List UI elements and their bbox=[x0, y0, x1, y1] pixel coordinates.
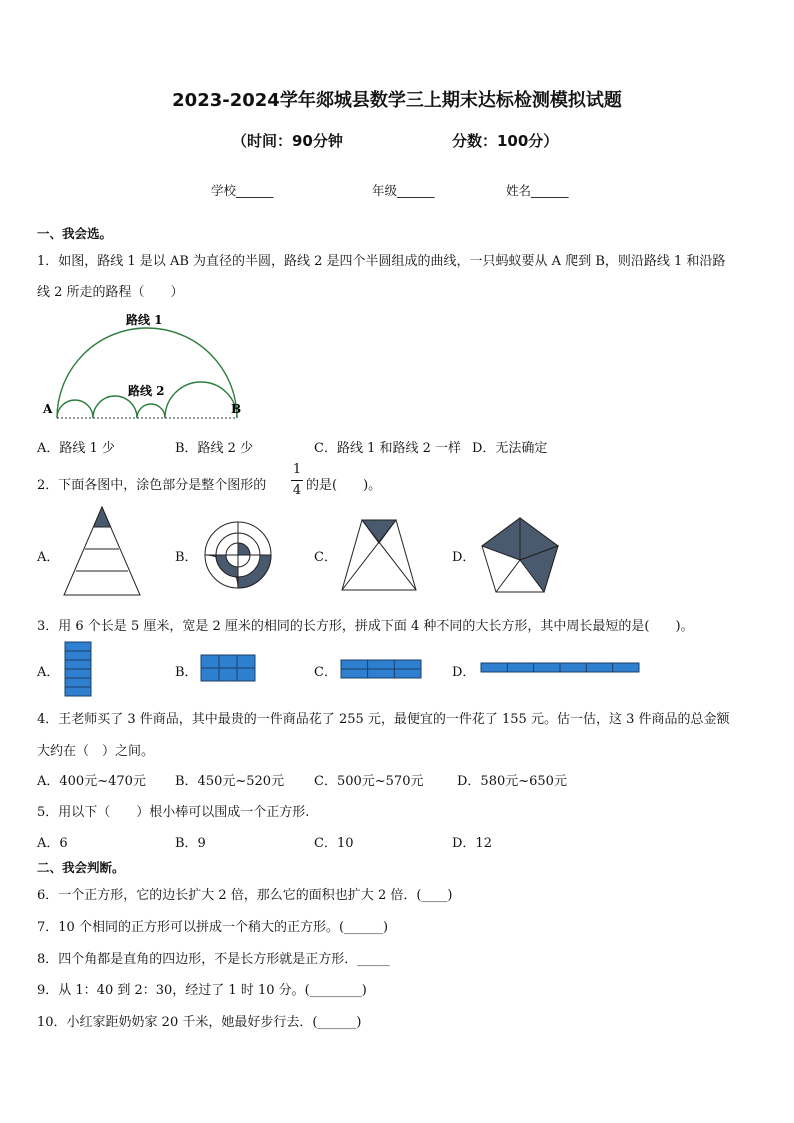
q1-option-a[interactable]: A．路线 1 少 bbox=[37, 441, 115, 456]
q2-text-after: 的是( )。 bbox=[306, 478, 382, 493]
q5-option-a[interactable]: A．6 bbox=[37, 836, 68, 851]
exam-time: （时间：90分钟 bbox=[232, 132, 343, 150]
q5-option-c[interactable]: C．10 bbox=[314, 836, 354, 851]
q3-rect-option-b bbox=[200, 654, 256, 682]
q3-label-b[interactable]: B． bbox=[175, 665, 198, 680]
q2-fraction-numerator: 1 bbox=[292, 462, 302, 477]
q3-rect-option-c bbox=[340, 659, 422, 679]
q2-trapezoid-figure bbox=[340, 518, 418, 592]
q4-option-b[interactable]: B．450元~520元 bbox=[175, 774, 285, 789]
q1-option-c[interactable]: C．路线 1 和路线 2 一样 bbox=[314, 441, 462, 456]
route1-label: 路线 1 bbox=[126, 313, 163, 327]
name-field: 姓名______ bbox=[506, 183, 569, 198]
q1-text-line1: 1．如图，路线 1 是以 AB 为直径的半圆，路线 2 是四个半圆组成的曲线，一只蚂蚁要从 A 爬到 B，则沿路线 1 和沿路 bbox=[37, 254, 726, 269]
q2-concentric-circles-figure bbox=[203, 520, 273, 590]
q1-option-d[interactable]: D．无法确定 bbox=[472, 441, 548, 456]
q4-option-d[interactable]: D．580元~650元 bbox=[457, 774, 567, 789]
q5-option-d[interactable]: D．12 bbox=[452, 836, 492, 851]
q10-text: 10．小红家距奶奶家 20 千米，她最好步行去．(______) bbox=[37, 1015, 362, 1030]
q4-option-c[interactable]: C．500元~570元 bbox=[314, 774, 424, 789]
q6-text: 6．一个正方形，它的边长扩大 2 倍，那么它的面积也扩大 2 倍．(____) bbox=[37, 888, 453, 903]
q3-text: 3．用 6 个长是 5 厘米，宽是 2 厘米的相同的长方形，拼成下面 4 种不同的大长方形，其中周长最短的是( )。 bbox=[37, 619, 694, 634]
q2-pentagon-figure bbox=[478, 516, 562, 596]
q2-text-before: 2．下面各图中，涂色部分是整个图形的 bbox=[37, 478, 267, 493]
q2-triangle-figure bbox=[62, 505, 142, 597]
q3-label-a[interactable]: A． bbox=[37, 665, 60, 680]
q5-option-b[interactable]: B．9 bbox=[175, 836, 206, 851]
q3-rect-option-a bbox=[64, 641, 92, 697]
q2-label-c[interactable]: C． bbox=[314, 550, 337, 565]
q2-fraction-bar bbox=[291, 480, 303, 481]
q7-text: 7．10 个相同的正方形可以拼成一个稍大的正方形。(______) bbox=[37, 920, 389, 935]
point-a-label: A bbox=[43, 402, 53, 416]
q5-text: 5．用以下（ ）根小棒可以围成一个正方形. bbox=[37, 805, 310, 820]
q2-fraction-denominator: 4 bbox=[292, 483, 302, 498]
q3-label-d[interactable]: D． bbox=[452, 665, 476, 680]
exam-score: 分数：100分） bbox=[452, 132, 559, 150]
q9-text: 9．从 1：40 到 2：30，经过了 1 时 10 分。(________) bbox=[37, 983, 367, 998]
q4-option-a[interactable]: A．400元~470元 bbox=[37, 774, 146, 789]
school-field: 学校______ bbox=[211, 183, 274, 198]
q8-text: 8．四个角都是直角的四边形，不是长方形就是正方形．_____ bbox=[37, 952, 390, 967]
q1-option-b[interactable]: B．路线 2 少 bbox=[175, 441, 254, 456]
q4-text-line1: 4．王老师买了 3 件商品，其中最贵的一件商品花了 255 元，最便宜的一件花了 155 元。估一估，这 3 件商品的总金额 bbox=[37, 712, 730, 727]
section1-heading: 一、我会选。 bbox=[37, 226, 113, 241]
q1-text-line2: 线 2 所走的路程（ ） bbox=[37, 285, 184, 300]
q4-text-line2: 大约在（ ）之间。 bbox=[37, 744, 155, 759]
grade-field: 年级______ bbox=[372, 183, 435, 198]
q2-label-a[interactable]: A． bbox=[37, 550, 60, 565]
route2-label: 路线 2 bbox=[128, 384, 165, 398]
exam-title: 2023-2024学年郯城县数学三上期末达标检测模拟试题 bbox=[172, 90, 622, 111]
point-b-label: B bbox=[231, 402, 242, 416]
q1-semicircle-figure bbox=[40, 310, 250, 425]
q2-label-d[interactable]: D． bbox=[452, 550, 476, 565]
section2-heading: 二、我会判断。 bbox=[37, 860, 125, 875]
q2-label-b[interactable]: B． bbox=[175, 550, 198, 565]
q3-rect-option-d bbox=[480, 662, 640, 673]
q3-label-c[interactable]: C． bbox=[314, 665, 337, 680]
